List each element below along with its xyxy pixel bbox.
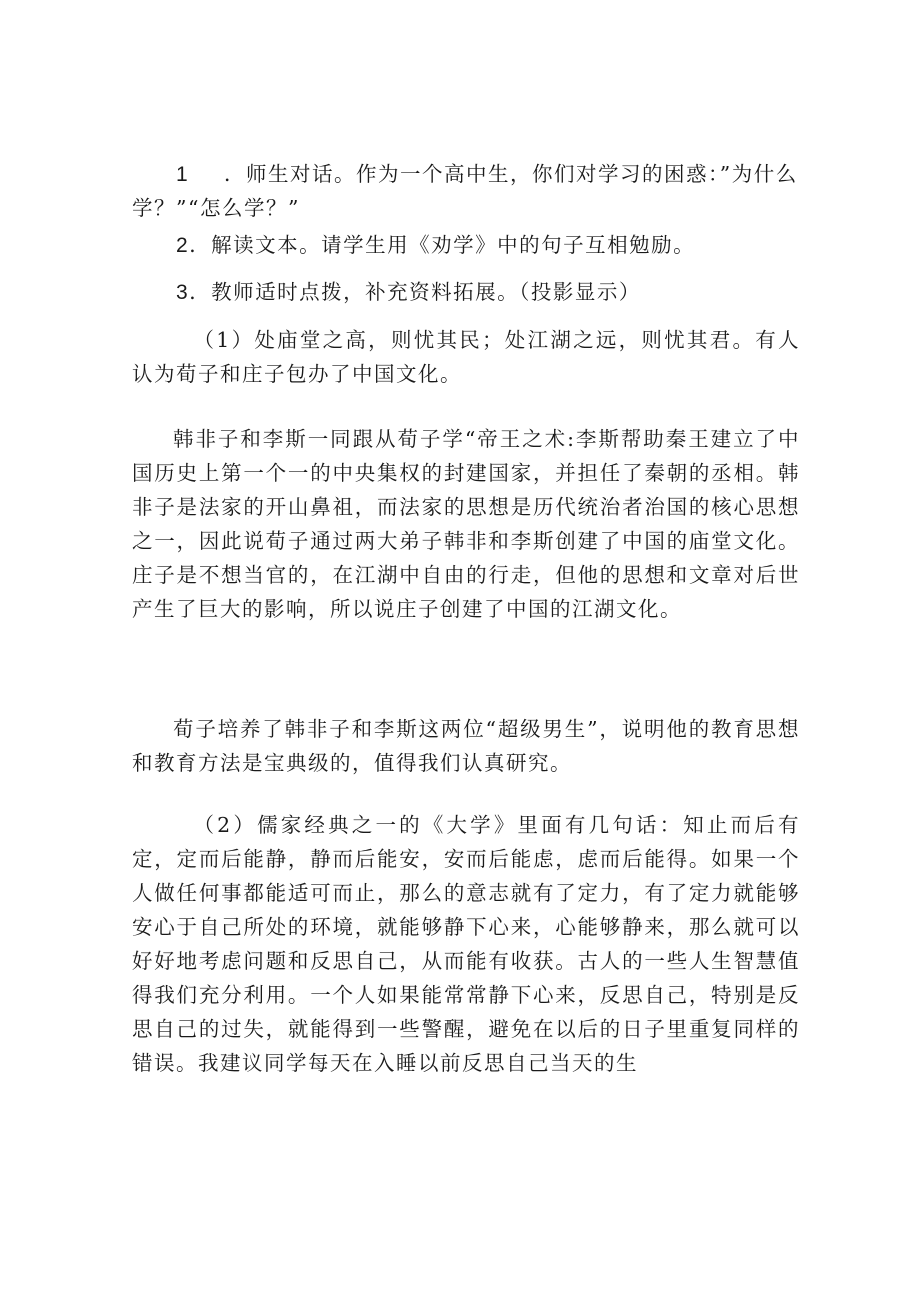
paragraph-3: 荀子培养了韩非子和李斯这两位“超级男生”，说明他的教育思想和教育方法是宝典级的，值得我们认真研究。 xyxy=(132,717,800,775)
list-item-1 xyxy=(132,157,800,192)
item-number: 1 xyxy=(176,163,190,186)
item-text: ．教师适时点拨，补充资料拓展。（投影显示） xyxy=(189,280,641,304)
paragraph-2: 韩非子和李斯一同跟从荀子学“帝王之术:李斯帮助秦王建立了中国历史上第一个一的中央集权的封建国家，并担任了秦朝的丞相。韩非子是法家的开山鼻祖，而法家的思想是历代统治者治国的核心思想之一，因此说荀子通过两大弟子韩非和李斯创建了中国的庙堂文化。庄子是不想当官的，在江湖中自由的行走，但他的思想和文章对后世产生了巨大的影响，所以说庄子创建了中国的江湖文化。 xyxy=(132,427,800,621)
list-item-1-continuation xyxy=(132,191,800,225)
item-number: 3 xyxy=(176,281,190,304)
paragraph-4: （2）儒家经典之一的《大学》里面有几句话：知止而后有定，定而后能静，静而后能安，安而后能虑，虑而后能得。如果一个人做任何事都能适可而止，那么的意志就有了定力，有了定力就能够安心于自己所处的环境，就能够静下心来，心能够静来，那么就可以好好地考虑问题和反思自己，从而能有收获。古人的一些人生智慧值得我们充分利用。一个人如果能常常静下心来，反思自己，特别是反思自己的过失，就能得到一些警醒，避免在以后的日子里重复同样的错误。我建议同学每天在入睡以前反思自己当天的生 xyxy=(132,813,800,1075)
item-number: 2 xyxy=(176,234,190,257)
item-text-continuation: 学？”“怎么学？” xyxy=(132,196,300,220)
item-text: ．师生对话。作为一个高中生，你们对学习的困惑：”为什么 xyxy=(224,162,798,186)
item-text: ．解读文本。请学生用《劝学》中的句子互相勉励。 xyxy=(189,233,696,257)
paragraph-1: （1）处庙堂之高，则忧其民；处江湖之远，则忧其君。有人认为荀子和庄子包办了中国文化。 xyxy=(132,328,800,386)
list-item-2 xyxy=(132,228,800,263)
list-item-3 xyxy=(132,275,800,310)
